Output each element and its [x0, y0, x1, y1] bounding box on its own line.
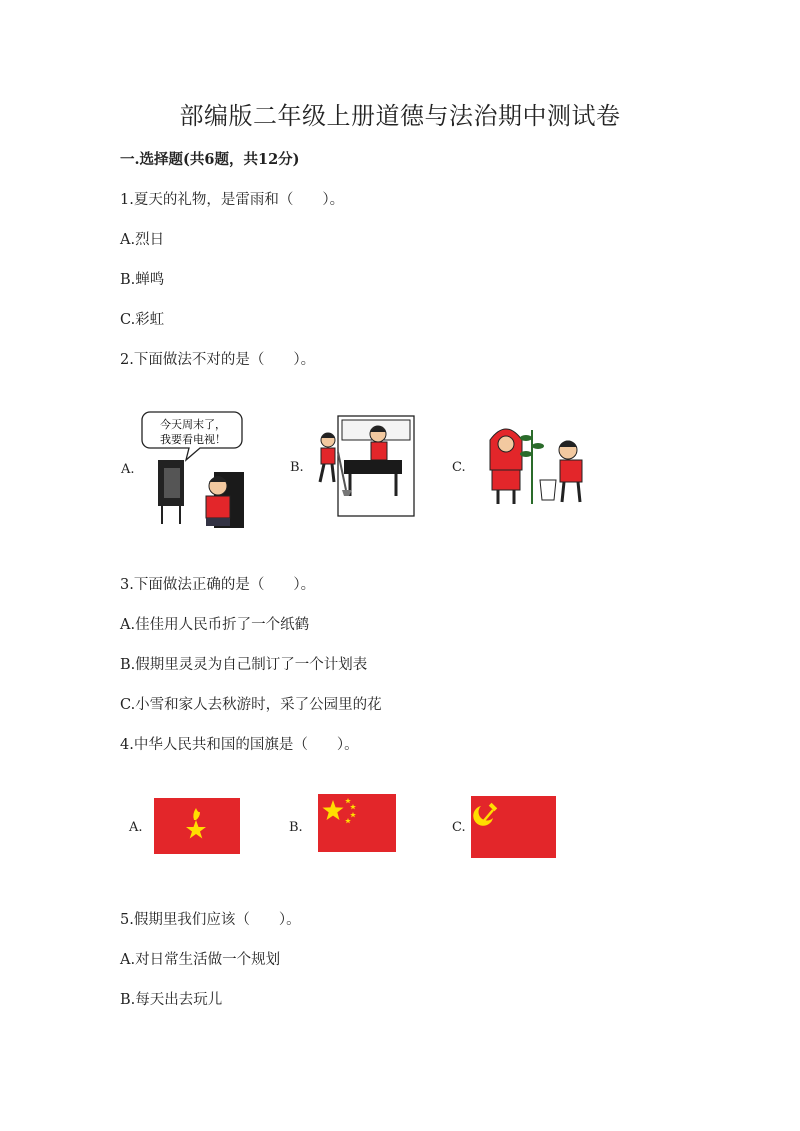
question-4-stem: 4.中华人民共和国的国旗是（ ）。 [120, 737, 359, 753]
hammer-sickle-flag [471, 796, 556, 858]
question-1-option-b[interactable]: B.蝉鸣 [120, 272, 165, 288]
question-1-stem: 1.夏天的礼物，是雷雨和（ ）。 [120, 192, 345, 208]
speech-bubble-line-1: 今天周末了， [160, 418, 226, 431]
question-2-stem: 2.下面做法不对的是（ ）。 [120, 352, 316, 368]
question-3-option-a[interactable]: A.佳佳用人民币折了一个纸鹤 [120, 617, 310, 633]
question-2-option-a[interactable]: A. [121, 462, 135, 477]
question-4-option-c[interactable]: C. [452, 820, 466, 835]
flag-with-torch-star [154, 798, 240, 854]
five-star-red-flag [318, 794, 396, 852]
question-4-option-a[interactable]: A. [129, 820, 143, 835]
question-3-option-c[interactable]: C.小雪和家人去秋游时，采了公园里的花 [120, 697, 382, 713]
question-5-option-b[interactable]: B.每天出去玩儿 [120, 992, 223, 1008]
cleaning-classroom-illustration [308, 412, 420, 524]
question-4-option-b[interactable]: B. [289, 820, 303, 835]
planting-tree-illustration [476, 420, 596, 510]
question-2-option-c[interactable]: C. [452, 460, 466, 475]
section-heading: 一.选择题(共6题，共12分) [120, 151, 300, 168]
question-1-option-c[interactable]: C.彩虹 [120, 312, 165, 328]
question-5-option-a[interactable]: A.对日常生活做一个规划 [120, 952, 281, 968]
watching-tv-illustration [140, 406, 248, 528]
question-5-stem: 5.假期里我们应该（ ）。 [120, 912, 301, 928]
question-1-option-a[interactable]: A.烈日 [120, 232, 165, 248]
page-title: 部编版二年级上册道德与法治期中测试卷 [179, 102, 621, 130]
speech-bubble-line-2: 我要看电视！ [160, 433, 226, 446]
question-3-stem: 3.下面做法正确的是（ ）。 [120, 577, 316, 593]
question-2-option-b[interactable]: B. [290, 460, 304, 475]
question-3-option-b[interactable]: B.假期里灵灵为自己制订了一个计划表 [120, 657, 368, 673]
